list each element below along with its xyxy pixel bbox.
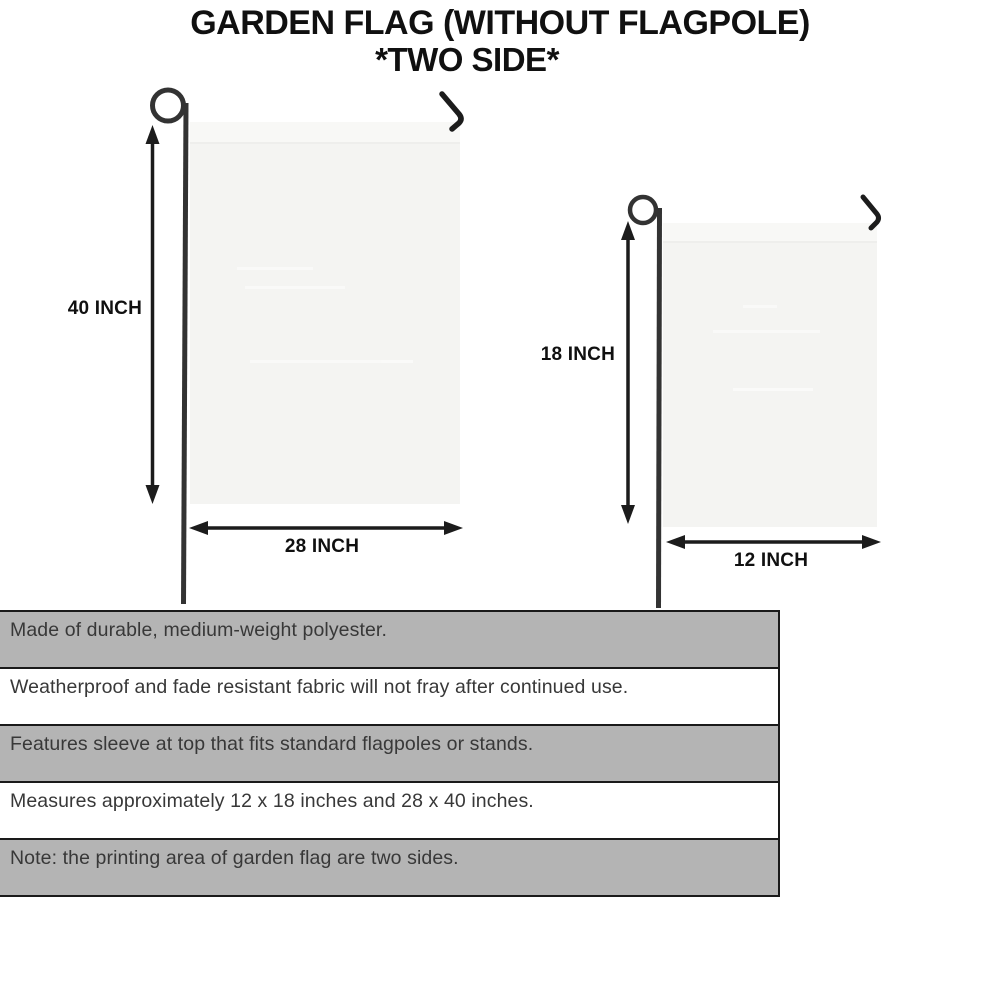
spec-row-weatherproof: Weatherproof and fade resistant fabric will not fray after continued use. [0, 669, 778, 726]
spec-row-sleeve: Features sleeve at top that fits standard flagpoles or stands. [0, 726, 778, 783]
large-flag-height-arrow [146, 125, 160, 504]
large-flag-pole-loop [153, 90, 184, 121]
small-flag-pole-loop [630, 197, 656, 223]
fold-mark [743, 305, 777, 308]
fold-mark [245, 286, 345, 289]
small-flag-diagram [621, 197, 881, 608]
arrowhead-up-icon [621, 221, 635, 240]
arrowhead-right-icon [444, 521, 463, 535]
small-flag-fabric [663, 223, 877, 527]
small-flag-pole [659, 208, 660, 608]
page-title: GARDEN FLAG (WITHOUT FLAGPOLE) [190, 4, 810, 42]
large-flag-width-label: 28 INCH [284, 536, 360, 557]
spec-row-note: Note: the printing area of garden flag are two sides. [0, 840, 778, 897]
page-subtitle: *TWO SIDE* [375, 41, 559, 78]
small-flag-height-label: 18 INCH [540, 344, 615, 365]
small-flag-width-label: 12 INCH [733, 550, 809, 571]
arrowhead-right-icon [862, 535, 881, 549]
arrowhead-left-icon [666, 535, 685, 549]
fold-mark [713, 330, 820, 333]
arrowhead-down-icon [621, 505, 635, 524]
spec-row-measurements: Measures approximately 12 x 18 inches and 28 x 40 inches. [0, 783, 778, 840]
spec-table [0, 610, 780, 897]
arrowhead-up-icon [146, 125, 160, 144]
fold-mark [250, 360, 413, 363]
large-flag-width-arrow [189, 521, 463, 535]
large-flag-sleeve [190, 122, 460, 142]
small-flag-sleeve [663, 223, 877, 241]
fold-mark [733, 388, 813, 391]
large-flag-height-label: 40 INCH [67, 298, 142, 319]
arrowhead-left-icon [189, 521, 208, 535]
small-flag-width-arrow [666, 535, 881, 549]
large-flag-fabric [190, 122, 460, 504]
fold-mark [237, 267, 313, 270]
large-flag-pole [184, 103, 187, 604]
small-flag-height-arrow [621, 221, 635, 524]
spec-row-material: Made of durable, medium-weight polyester. [0, 612, 778, 669]
large-flag-diagram [146, 90, 464, 604]
arrowhead-down-icon [146, 485, 160, 504]
